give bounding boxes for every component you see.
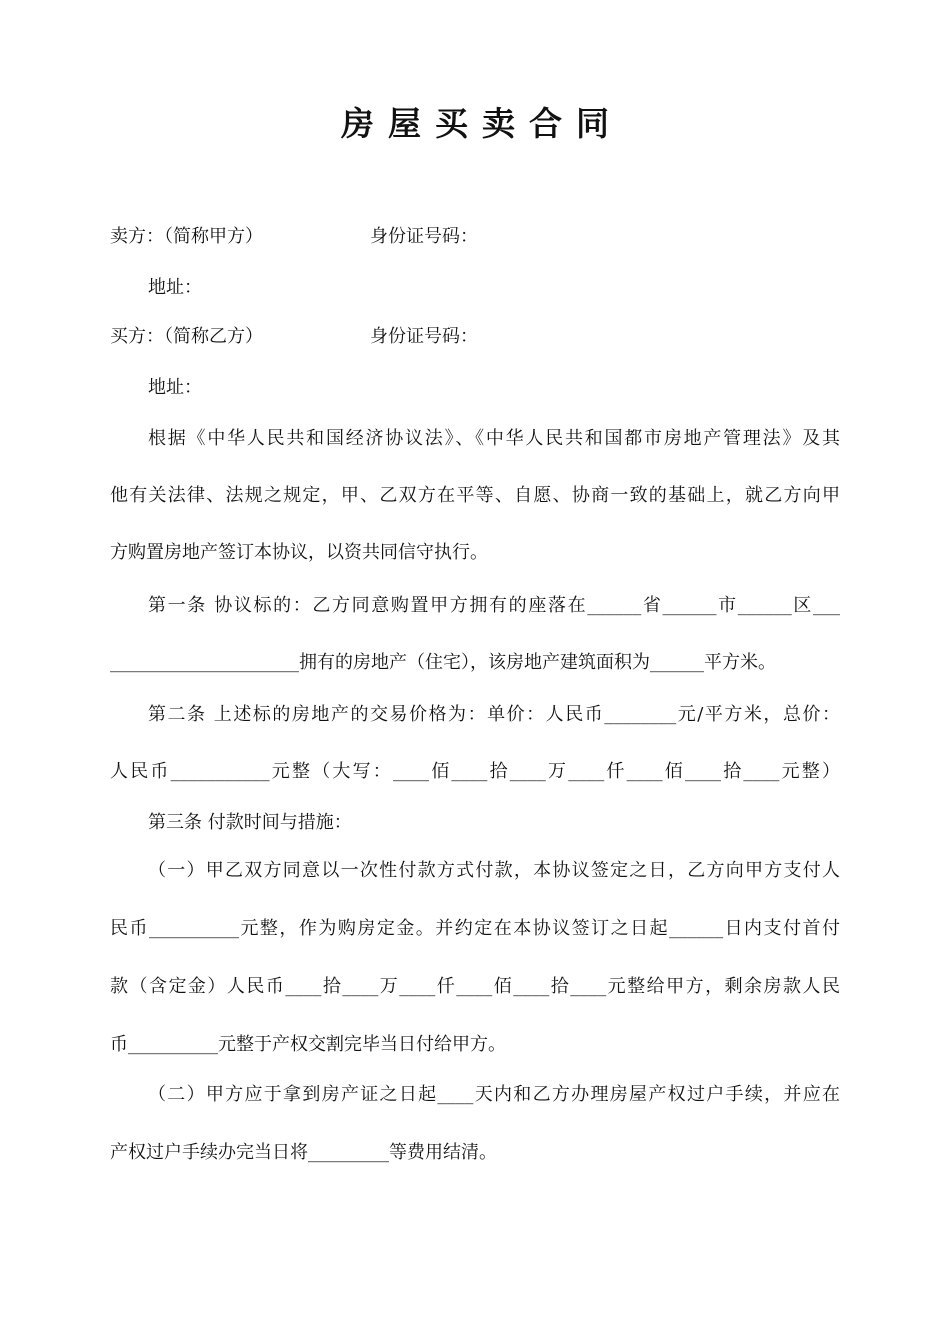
article-3-clause-1-line: 款（含定金）人民币____拾____万____仟____佰____拾____元整给甲方，剩余房款人民 (110, 976, 840, 997)
document-title: 房屋买卖合同 (341, 104, 623, 143)
seller-id-label: 身份证号码： (370, 226, 478, 247)
article-1-line: _____________________拥有的房地产（住宅），该房地产建筑面积为______平方米。 (110, 652, 776, 673)
article-3-clause-1-line: 币__________元整于产权交割完毕当日付给甲方。 (110, 1034, 506, 1055)
buyer-id-label: 身份证号码： (370, 326, 478, 347)
article-3-clause-2-line: （二）甲方应于拿到房产证之日起____天内和乙方办理房屋产权过户手续，并应在 (148, 1084, 840, 1105)
buyer-address-label: 地址： (148, 377, 202, 398)
seller-label: 卖方：（简称甲方） (110, 226, 263, 247)
preamble-line: 根据《中华人民共和国经济协议法》、《中华人民共和国都市房地产管理法》及其 (148, 428, 840, 449)
seller-address-label: 地址： (148, 277, 202, 298)
preamble-line: 他有关法律、法规之规定，甲、乙双方在平等、自愿、协商一致的基础上，就乙方向甲 (110, 485, 840, 506)
article-3-clause-2-line: 产权过户手续办完当日将_________等费用结清。 (110, 1142, 497, 1163)
article-1-line: 第一条 协议标的：乙方同意购置甲方拥有的座落在______省______市______区___ (148, 595, 840, 616)
article-2-line: 第二条 上述标的房地产的交易价格为：单价：人民币________元/平方米，总价： (148, 704, 840, 725)
article-3-clause-1-line: 民币__________元整，作为购房定金。并约定在本协议签订之日起______日内支付首付 (110, 918, 840, 939)
article-2-line: 人民币___________元整（大写：____佰____拾____万____仟____佰____拾____元整） (110, 761, 840, 782)
article-3-heading: 第三条 付款时间与措施： (148, 812, 352, 833)
preamble-line: 方购置房地产签订本协议，以资共同信守执行。 (110, 542, 488, 563)
article-3-clause-1-line: （一）甲乙双方同意以一次性付款方式付款，本协议签定之日，乙方向甲方支付人 (148, 860, 840, 881)
buyer-label: 买方：（简称乙方） (110, 326, 263, 347)
